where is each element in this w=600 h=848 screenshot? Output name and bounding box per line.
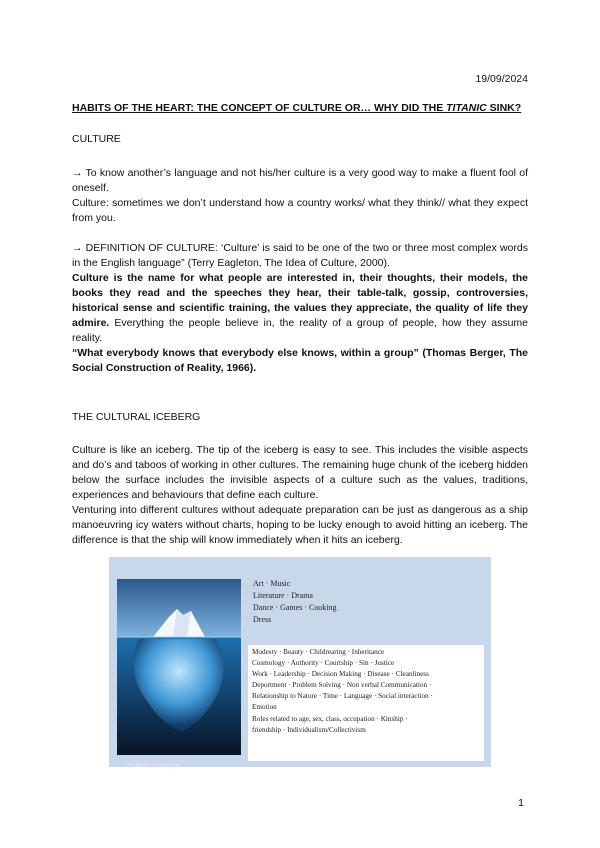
document-title	[72, 101, 528, 116]
title-text: HABITS OF THE HEART: THE CONCEPT OF CULTURE OR… WHY DID THE	[72, 102, 447, 114]
hidden-line: Deportment · Problem Solving · Non verbal Communication ·	[252, 681, 432, 690]
section-heading-iceberg: THE CULTURAL ICEBERG	[72, 411, 201, 423]
definition-body	[72, 271, 528, 346]
visible-line: Dress	[253, 615, 272, 624]
photo-credit: (c) Ralph Clevenger	[127, 763, 181, 769]
hidden-culture-list	[248, 645, 484, 761]
hidden-line: Work · Leadership · Decision Making · Disease · Cleanliness	[252, 670, 429, 679]
iceberg-paragraph-2: Venturing into different cultures without adequate preparation can be just as dangerous as a ship manoeuvring icy waters without charts, hoping to be lucky enough to avoid hitting an iceberg. The difference is that the ship will know immediately when it hits an iceberg.	[72, 504, 528, 546]
page-number: 1	[518, 797, 524, 809]
title-italic: TITANIC	[446, 102, 487, 114]
definition-paragraph: → DEFINITION OF CULTURE: ‘Culture’ is said to be one of the two or three most complex words in the English language” (Terry Eagleton, The Idea of Culture, 2000).	[72, 242, 528, 269]
iceberg-paragraph-1: Culture is like an iceberg. The tip of the iceberg is easy to see. This includes the visible aspects and do’s and taboos of working in other cultures. The remaining huge chunk of the iceberg hidden below the surface includes the invisible aspects of a culture such as the values, traditions, experiences and behaviours that define each culture.	[72, 444, 528, 501]
culture-paragraph-1: → To know another’s language and not his/her culture is a very good way to make a fluent fool of oneself.	[72, 167, 528, 194]
visible-line: Dance · Games · Cooking	[253, 603, 337, 612]
title-text-end: SINK?	[486, 102, 522, 114]
iceberg-illustration	[117, 579, 241, 755]
visible-line: Literature · Drama	[253, 591, 313, 600]
hidden-line: Roles related to age, sex, class, occupation · Kinship ·	[252, 714, 408, 723]
hidden-line: Relationship to Nature · Time · Language · Social interaction ·	[252, 692, 433, 701]
visible-line: Art · Music	[253, 579, 291, 588]
visible-culture-list	[253, 578, 337, 626]
definition-normal: Everything the people believe in, the reality of a group of people, how they assume reality.	[72, 317, 528, 344]
hidden-line: Modesty · Beauty · Childrearing · Inheritance	[252, 648, 385, 656]
hidden-line: Cosmology · Authority · Courtship · Sin · Justice	[252, 659, 395, 668]
main-content	[72, 101, 528, 548]
iceberg-photo	[117, 579, 241, 769]
definition-bold: Culture is the name for what people are interested in, their thoughts, their models, the books they read and the speeches they hear, their table-talk, gossip, controversies, historical sense and scientific training, the values they appreciate, the quality of life they admire.	[72, 272, 528, 329]
quote-paragraph: “What everybody knows that everybody else knows, within a group” (Thomas Berger, The Social Construction of Reality, 1966).	[72, 347, 528, 374]
hidden-line: Emotion	[252, 703, 277, 712]
hidden-line: friendship · Individualism/Collectivism	[252, 725, 366, 734]
culture-paragraph-2: Culture: sometimes we don’t understand how a country works/ what they think// what they expect from you.	[72, 197, 528, 224]
section-heading-culture: CULTURE	[72, 133, 121, 145]
cultural-iceberg-figure	[109, 557, 491, 767]
date: 19/09/2024	[475, 73, 528, 85]
